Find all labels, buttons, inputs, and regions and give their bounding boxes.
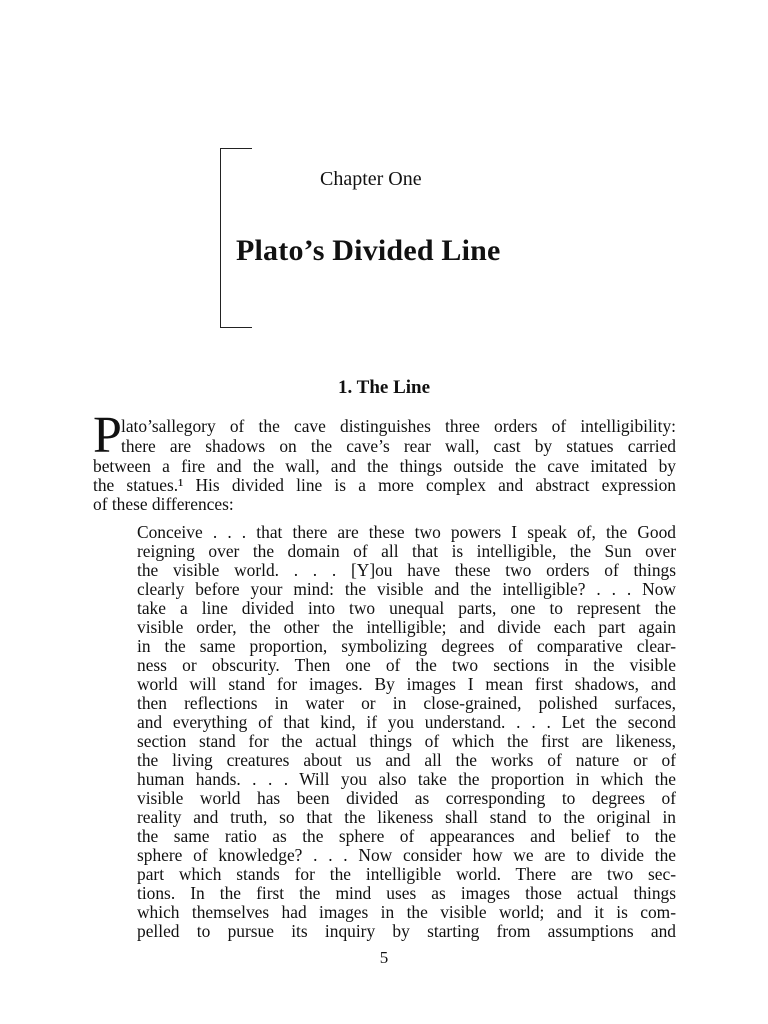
page-number: 5	[379, 948, 389, 967]
quote-line: the same ratio as the sphere of appearances and belief to the	[137, 827, 676, 846]
quote-line: visible order, the other the intelligible; and divide each part again	[137, 618, 676, 637]
quote-line: then reflections in water or in close-grained, polished surfaces,	[137, 694, 676, 713]
quote-line: world will stand for images. By images I mean first shadows, and	[137, 675, 676, 694]
quote-line: ness or obscurity. Then one of the two sections in the visible	[137, 656, 676, 675]
paragraph-line: there are shadows on the cave’s rear wall, cast by statues carried	[121, 437, 676, 456]
paragraph-line: between a fire and the wall, and the things outside the cave imitated by	[93, 457, 676, 476]
quote-line: section stand for the actual things of which the first are likeness,	[137, 732, 676, 751]
paragraph-line: lato’sallegory of the cave distinguishes three orders of intelligibility:	[121, 417, 676, 436]
paragraph-line: the statues.¹ His divided line is a more complex and abstract expression	[93, 476, 676, 495]
section-heading: 1. The Line	[337, 377, 431, 398]
quote-line: Conceive . . . that there are these two powers I speak of, the Good	[137, 523, 676, 542]
quote-line: clearly before your mind: the visible and the intelligible? . . . Now	[137, 580, 676, 599]
quote-line: reigning over the domain of all that is intelligible, the Sun over	[137, 542, 676, 561]
chapter-title: Plato’s Divided Line	[236, 234, 501, 267]
quote-line: tions. In the first the mind uses as images those actual things	[137, 884, 676, 903]
quote-line: visible world has been divided as corresponding to degrees of	[137, 789, 676, 808]
quote-line: and everything of that kind, if you understand. . . . Let the second	[137, 713, 676, 732]
quote-line: in the same proportion, symbolizing degrees of comparative clear-	[137, 637, 676, 656]
paragraph-line: of these differences:	[93, 494, 234, 514]
quote-line: part which stands for the intelligible world. There are two sec-	[137, 865, 676, 884]
quote-line: pelled to pursue its inquiry by starting from assumptions and	[137, 922, 676, 941]
quote-line: the living creatures about us and all the works of nature or of	[137, 751, 676, 770]
quote-line: take a line divided into two unequal parts, one to represent the	[137, 599, 676, 618]
quote-line: which themselves had images in the visible world; and it is com-	[137, 903, 676, 922]
quote-line: human hands. . . . Will you also take the proportion in which the	[137, 770, 676, 789]
quote-line: sphere of knowledge? . . . Now consider how we are to divide the	[137, 846, 676, 865]
chapter-label: Chapter One	[320, 168, 422, 190]
quote-line: reality and truth, so that the likeness shall stand to the original in	[137, 808, 676, 827]
drop-cap: P	[93, 407, 122, 464]
quote-line: the visible world. . . . [Y]ou have these two orders of things	[137, 561, 676, 580]
